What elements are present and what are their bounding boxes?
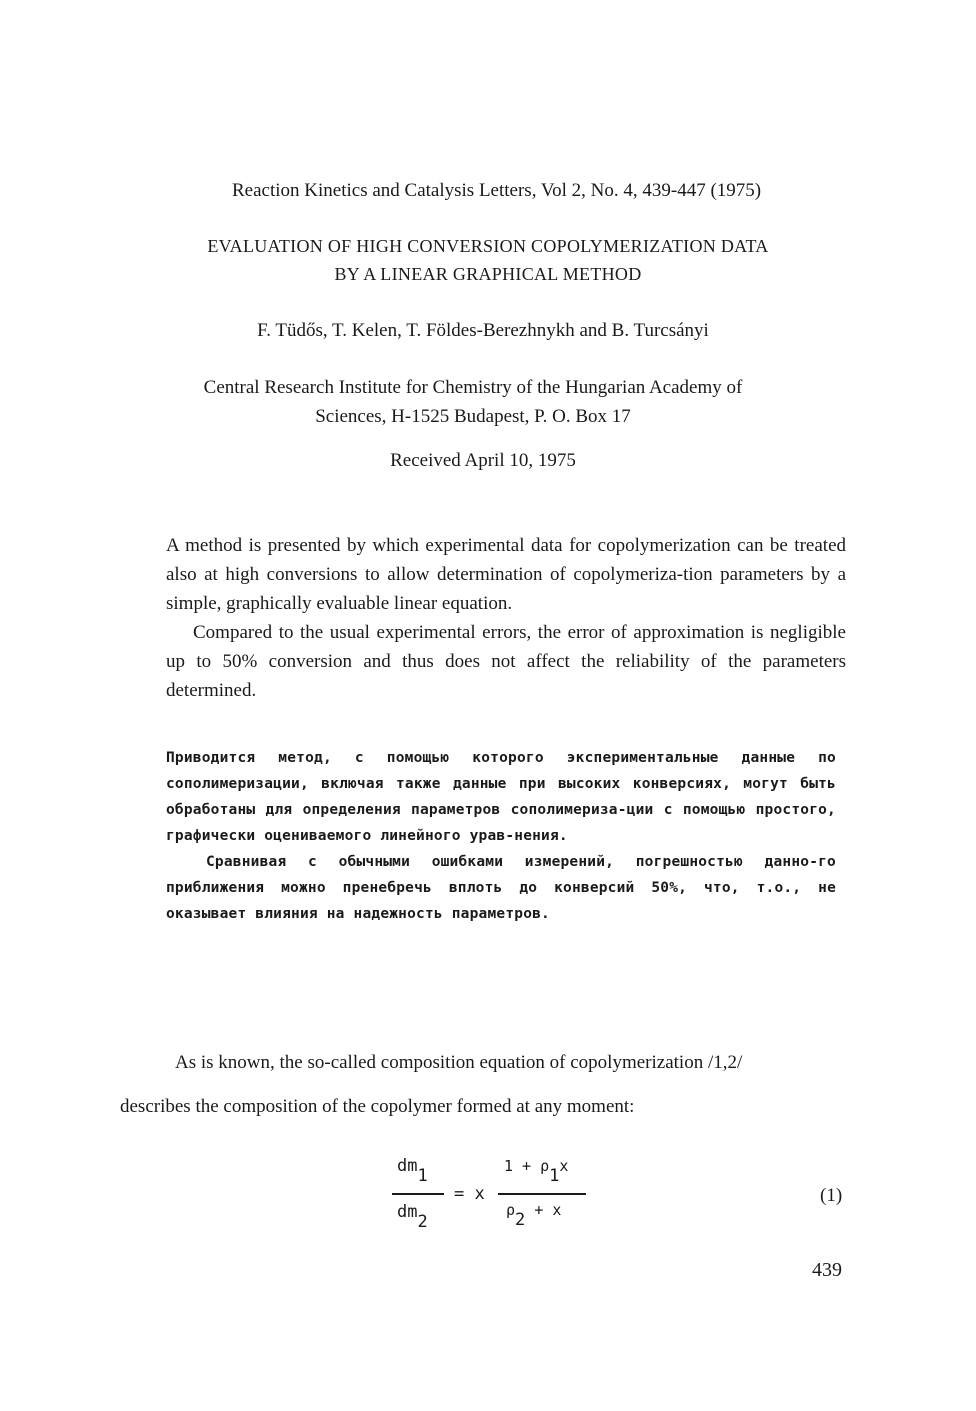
article-title-line-2: BY A LINEAR GRAPHICAL METHOD [334, 264, 642, 284]
authors: F. Tüdős, T. Kelen, T. Földes-Berezhnykh and B. Turcsányi [257, 320, 709, 341]
equation-rhs-numerator: 1 + ρ1x [504, 1157, 569, 1186]
equation-lhs-fraction-bar [392, 1193, 444, 1195]
equation-number: (1) [820, 1185, 843, 1206]
page-number: 439 [812, 1259, 842, 1281]
body-text-line-2: describes the composition of the copolymer formed at any moment: [120, 1096, 635, 1117]
abstract-en-paragraph-1: A method is presented by which experimental data for copolymerization can be treated also at high conversions to allow determination of copolymeriza-tion parameters by a simple, graphically evaluable linear equation. [166, 535, 846, 614]
abstract-ru-paragraph-1: Приводится метод, с помощью которого экспериментальные данные по сополимеризации, включая также данные при высоких конверсиях, могут быть обработаны для определения параметров сополимериза-ции с помощью простого, графически оцениваемого линейного урав-нения. [166, 750, 836, 844]
equation-rhs-denominator: ρ2 + x [506, 1201, 562, 1230]
equation-equals-x: = x [454, 1184, 485, 1204]
affiliation-line-2: Sciences, H-1525 Budapest, P. O. Box 17 [315, 406, 631, 427]
abstract-russian [166, 745, 836, 927]
affiliation-line-1: Central Research Institute for Chemistry of the Hungarian Academy of [203, 377, 743, 398]
body-text-line-1: As is known, the so-called composition equation of copolymerization /1,2/ [175, 1052, 743, 1073]
abstract-en-paragraph-2: Compared to the usual experimental errors, the error of approximation is negligible up to 50% conversion and thus does not affect the reliability of the parameters determined. [166, 622, 846, 701]
journal-citation: Reaction Kinetics and Catalysis Letters, Vol 2, No. 4, 439-447 (1975) [232, 180, 762, 201]
equation-lhs-numerator: dm1 [397, 1156, 428, 1186]
equation-lhs-denominator: dm2 [397, 1202, 428, 1232]
received-date: Received April 10, 1975 [390, 450, 576, 471]
equation-rhs-fraction-bar [498, 1193, 586, 1195]
article-title-line-1: EVALUATION OF HIGH CONVERSION COPOLYMERIZATION DATA [207, 236, 769, 256]
abstract-english [166, 531, 846, 705]
abstract-ru-paragraph-2: Сравнивая с обычными ошибками измерений, погрешностью данно-го приближения можно пренебречь вплоть до конверсий 50%, что, т.о., не оказывает влияния на надежность параметров. [166, 854, 836, 922]
